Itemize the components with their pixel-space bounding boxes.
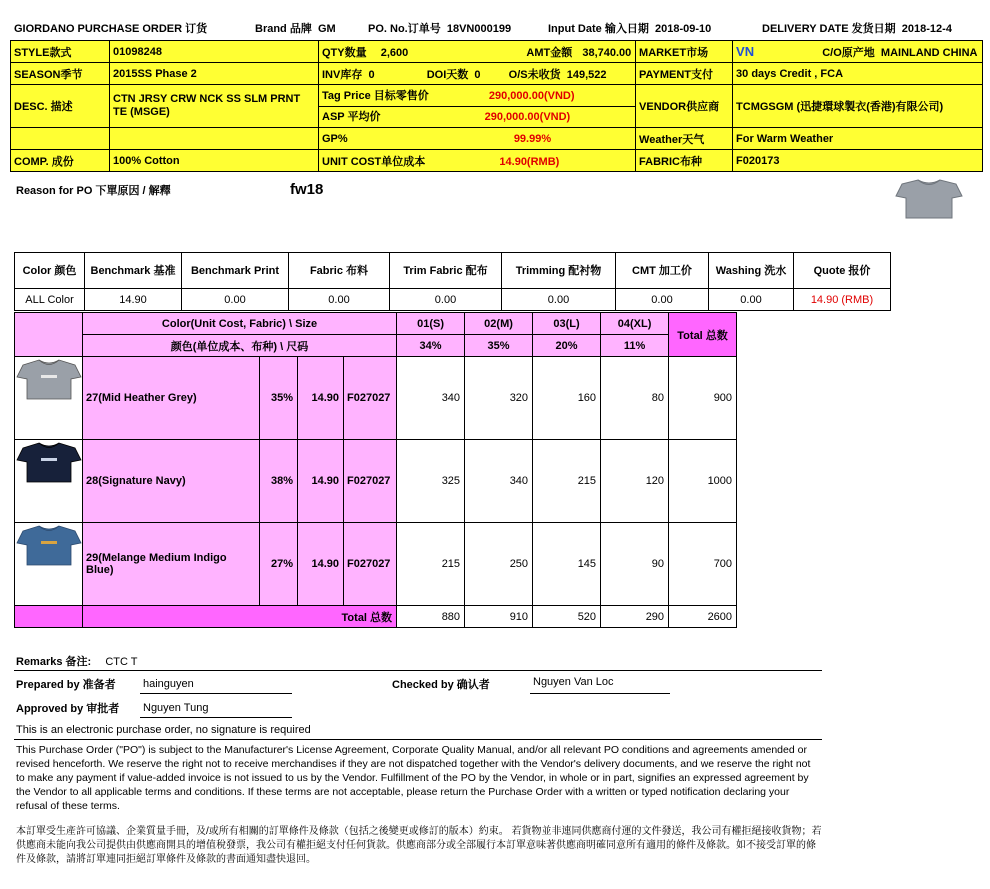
qty-l: 215: [533, 440, 601, 523]
electronic-notice: This is an electronic purchase order, no signature is required: [16, 724, 311, 736]
asp-label: ASP 平均价: [322, 110, 381, 123]
desc-label: DESC. 描述: [11, 85, 110, 128]
size-label-m: 02(M): [465, 313, 533, 335]
price-cell: [319, 85, 636, 128]
po-number-field: [368, 20, 511, 36]
remarks-label: Remarks 备注:: [16, 656, 92, 668]
qty-m: 340: [465, 440, 533, 523]
vendor-label: VENDOR供应商: [636, 85, 733, 128]
size-header-image-cell: [15, 313, 83, 357]
brand-label: Brand 品牌: [255, 23, 312, 35]
gp-label: GP%: [322, 132, 348, 145]
bench-header-print: Benchmark Print: [182, 253, 289, 289]
delivery-label: DELIVERY DATE 发货日期: [762, 23, 896, 35]
delivery-value: 2018-12-4: [901, 23, 952, 35]
total-m: 910: [465, 606, 533, 628]
season-value: 2015SS Phase 2: [110, 63, 319, 85]
tag-price-value: 290,000.00(VND): [488, 89, 575, 102]
qty-total: 1000: [669, 440, 737, 523]
origin-label: C/O原产地: [822, 46, 875, 59]
delivery-date-field: [762, 20, 952, 36]
payment-label: PAYMENT支付: [636, 63, 733, 85]
totals-row: [15, 606, 737, 628]
qty-xl: 90: [601, 523, 669, 606]
bench-header-fabric: Fabric 布料: [289, 253, 390, 289]
size-pct-m: 35%: [465, 335, 533, 357]
brand-field: [255, 20, 336, 36]
os-label: O/S未收货: [508, 68, 561, 81]
color-pct: 27%: [260, 523, 298, 606]
color-cost: 14.90: [298, 440, 344, 523]
bench-header-cmt: CMT 加工价: [616, 253, 709, 289]
totals-blank: [15, 606, 83, 628]
approved-underline: [140, 717, 292, 718]
bench-header-quote: Quote 报价: [794, 253, 891, 289]
inventory-cell: [319, 63, 636, 85]
unit-cost-value: 14.90(RMB): [499, 155, 560, 168]
approved-label: Approved by 审批者: [16, 703, 120, 715]
input-date-label: Input Date 输入日期: [548, 23, 649, 35]
prepared-underline: [140, 693, 292, 694]
color-row: [15, 357, 737, 440]
input-date-value: 2018-09-10: [654, 23, 712, 35]
qty-m: 320: [465, 357, 533, 440]
tag-price-row: [319, 86, 635, 107]
bench-value-quote: 14.90 (RMB): [794, 289, 891, 311]
benchmark-table: [14, 252, 891, 311]
asp-row: [319, 107, 635, 127]
bench-value-fabric: 0.00: [289, 289, 390, 311]
color-cost: 14.90: [298, 357, 344, 440]
blank-cell: [110, 128, 319, 150]
total-l: 520: [533, 606, 601, 628]
gp-value: 99.99%: [513, 132, 552, 145]
qty-xl: 120: [601, 440, 669, 523]
inv-label: INV库存: [322, 68, 363, 81]
inv-value: 0: [368, 68, 375, 81]
divider: [14, 739, 822, 740]
os-value: 149,522: [566, 68, 607, 81]
terms-english: This Purchase Order ("PO") is subject to the Manufacturer's License Agreement, Corporate Quality Manual, and/or all relevant PO conditions and agreements amended or revised henceforth. We reserve the right not to receive merchandises if they are not dispatched together with the Vendor's delivery documents, and we reserve the right not to make any payment if value-added invoice is not issued to us by the Vendor. Fulfillment of the PO by the Vendor, in whole or in part, signifies an expressed agreement by the Vendor to all applicable terms and conditions. If these terms are not acceptable, please return the Purchase Order with a written or typed notification declaring your refusal of these terms.: [16, 744, 811, 812]
composition-label: COMP. 成份: [11, 150, 110, 172]
color-swatch-cell: [15, 440, 83, 523]
color-fabric: F027027: [344, 357, 397, 440]
color-name: 29(Melange Medium Indigo Blue): [83, 523, 260, 606]
remarks-field: [16, 653, 138, 669]
tshirt-icon: [16, 523, 82, 567]
size-pct-xl: 11%: [601, 335, 669, 357]
vendor-value: TCMGSGM (迅捷環球製衣(香港)有限公司): [733, 85, 983, 128]
qty-amt-cell: [319, 41, 636, 63]
fabric-value: F020173: [733, 150, 983, 172]
style-value: 01098248: [110, 41, 319, 63]
weather-label: Weather天气: [636, 128, 733, 150]
color-swatch-cell: [15, 357, 83, 440]
color-cost: 14.90: [298, 523, 344, 606]
market-label: MARKET市场: [636, 41, 733, 63]
gp-cell: [319, 128, 636, 150]
tshirt-icon: [16, 440, 82, 484]
style-label: STYLE款式: [11, 41, 110, 63]
po-info-table: [10, 40, 983, 172]
size-label-s: 01(S): [397, 313, 465, 335]
total-all: 2600: [669, 606, 737, 628]
prepared-label: Prepared by 准备者: [16, 679, 116, 691]
bench-header-trim-fabric: Trim Fabric 配布: [390, 253, 502, 289]
amt-label: AMT金额: [526, 46, 573, 59]
color-pct: 35%: [260, 357, 298, 440]
size-pct-l: 20%: [533, 335, 601, 357]
size-label-l: 03(L): [533, 313, 601, 335]
season-label: SEASON季节: [11, 63, 110, 85]
input-date-field: [548, 20, 711, 36]
qty-l: 145: [533, 523, 601, 606]
bench-value-trimming: 0.00: [502, 289, 616, 311]
color-fabric: F027027: [344, 440, 397, 523]
qty-l: 160: [533, 357, 601, 440]
size-label-xl: 04(XL): [601, 313, 669, 335]
color-name: 27(Mid Heather Grey): [83, 357, 260, 440]
product-thumbnail: [894, 178, 964, 220]
color-pct: 38%: [260, 440, 298, 523]
bench-header-benchmark: Benchmark 基准: [85, 253, 182, 289]
tag-price-label: Tag Price 目标零售价: [322, 89, 429, 102]
total-s: 880: [397, 606, 465, 628]
remarks-value: CTC T: [105, 656, 138, 668]
fabric-label: FABRIC布种: [636, 150, 733, 172]
bench-value-cmt: 0.00: [616, 289, 709, 311]
size-total-header: Total 总数: [669, 313, 737, 357]
color-swatch-cell: [15, 523, 83, 606]
amt-value: 38,740.00: [582, 46, 632, 59]
document-title: GIORDANO PURCHASE ORDER 订货: [14, 23, 208, 35]
bench-header-washing: Washing 洗水: [709, 253, 794, 289]
asp-value: 290,000.00(VND): [484, 110, 571, 123]
composition-value: 100% Cotton: [110, 150, 319, 172]
doi-label: DOI天数: [426, 68, 469, 81]
unit-cost-cell: [319, 150, 636, 172]
reason-value: fw18: [290, 181, 324, 198]
checked-value: Nguyen Van Loc: [533, 676, 614, 688]
size-header-en: Color(Unit Cost, Fabric) \ Size: [83, 313, 397, 335]
bench-header-color: Color 颜色: [15, 253, 85, 289]
doi-value: 0: [474, 68, 481, 81]
checked-label: Checked by 确认者: [392, 679, 490, 691]
checked-underline: [530, 693, 670, 694]
qty-value: 2,600: [380, 46, 409, 59]
terms-chinese: 本訂單受生產許可協議、企業質量手冊，及/或所有相關的訂單條件及條款（包括之後變更或修訂的版本）約束。 若貨物並非連同供應商付運的文件發送，我公司有權拒絕接收貨物；若供應商未能向我公司提供由供應商開具的增值稅發票，我公司有權拒絕支付任何貨款。供應商部分或全部履行本訂單意味著供應商明確同意所有適用的條件及條款。如不接受訂單的條件及條款，請將訂單連同拒絕訂單條件及條款的書面通知盡快退回。: [16, 826, 822, 865]
color-name: 28(Signature Navy): [83, 440, 260, 523]
color-fabric: F027027: [344, 523, 397, 606]
bench-value-benchmark: 14.90: [85, 289, 182, 311]
market-value: VN: [736, 43, 755, 59]
reason-label: Reason for PO 下單原因 / 解釋: [16, 185, 171, 197]
qty-m: 250: [465, 523, 533, 606]
qty-s: 215: [397, 523, 465, 606]
po-value: 18VN000199: [446, 23, 512, 35]
totals-label: Total 总数: [83, 606, 397, 628]
desc-value: CTN JRSY CRW NCK SS SLM PRNT TE (MSGE): [110, 85, 319, 128]
qty-total: 700: [669, 523, 737, 606]
qty-label: QTY数量: [322, 46, 367, 59]
bench-value-color: ALL Color: [15, 289, 85, 311]
bench-value-print: 0.00: [182, 289, 289, 311]
market-origin-cell: [733, 41, 983, 63]
color-row: [15, 440, 737, 523]
approved-value: Nguyen Tung: [143, 702, 209, 714]
brand-value: GM: [317, 23, 336, 35]
divider: [14, 670, 822, 671]
size-breakdown-table: [14, 312, 737, 628]
size-header-cn: 颜色(单位成本、布种) \ 尺码: [83, 335, 397, 357]
payment-value: 30 days Credit , FCA: [733, 63, 983, 85]
color-row: [15, 523, 737, 606]
tshirt-icon: [16, 357, 82, 401]
bench-value-washing: 0.00: [709, 289, 794, 311]
prepared-value: hainguyen: [143, 678, 194, 690]
total-xl: 290: [601, 606, 669, 628]
qty-s: 325: [397, 440, 465, 523]
size-pct-s: 34%: [397, 335, 465, 357]
qty-total: 900: [669, 357, 737, 440]
bench-header-trimming: Trimming 配衬物: [502, 253, 616, 289]
bench-value-trim-fabric: 0.00: [390, 289, 502, 311]
po-label: PO. No.订单号: [368, 23, 441, 35]
origin-value: MAINLAND CHINA: [880, 46, 978, 59]
qty-s: 340: [397, 357, 465, 440]
unit-cost-label: UNIT COST单位成本: [322, 155, 426, 168]
blank-cell: [11, 128, 110, 150]
weather-value: For Warm Weather: [733, 128, 983, 150]
qty-xl: 80: [601, 357, 669, 440]
